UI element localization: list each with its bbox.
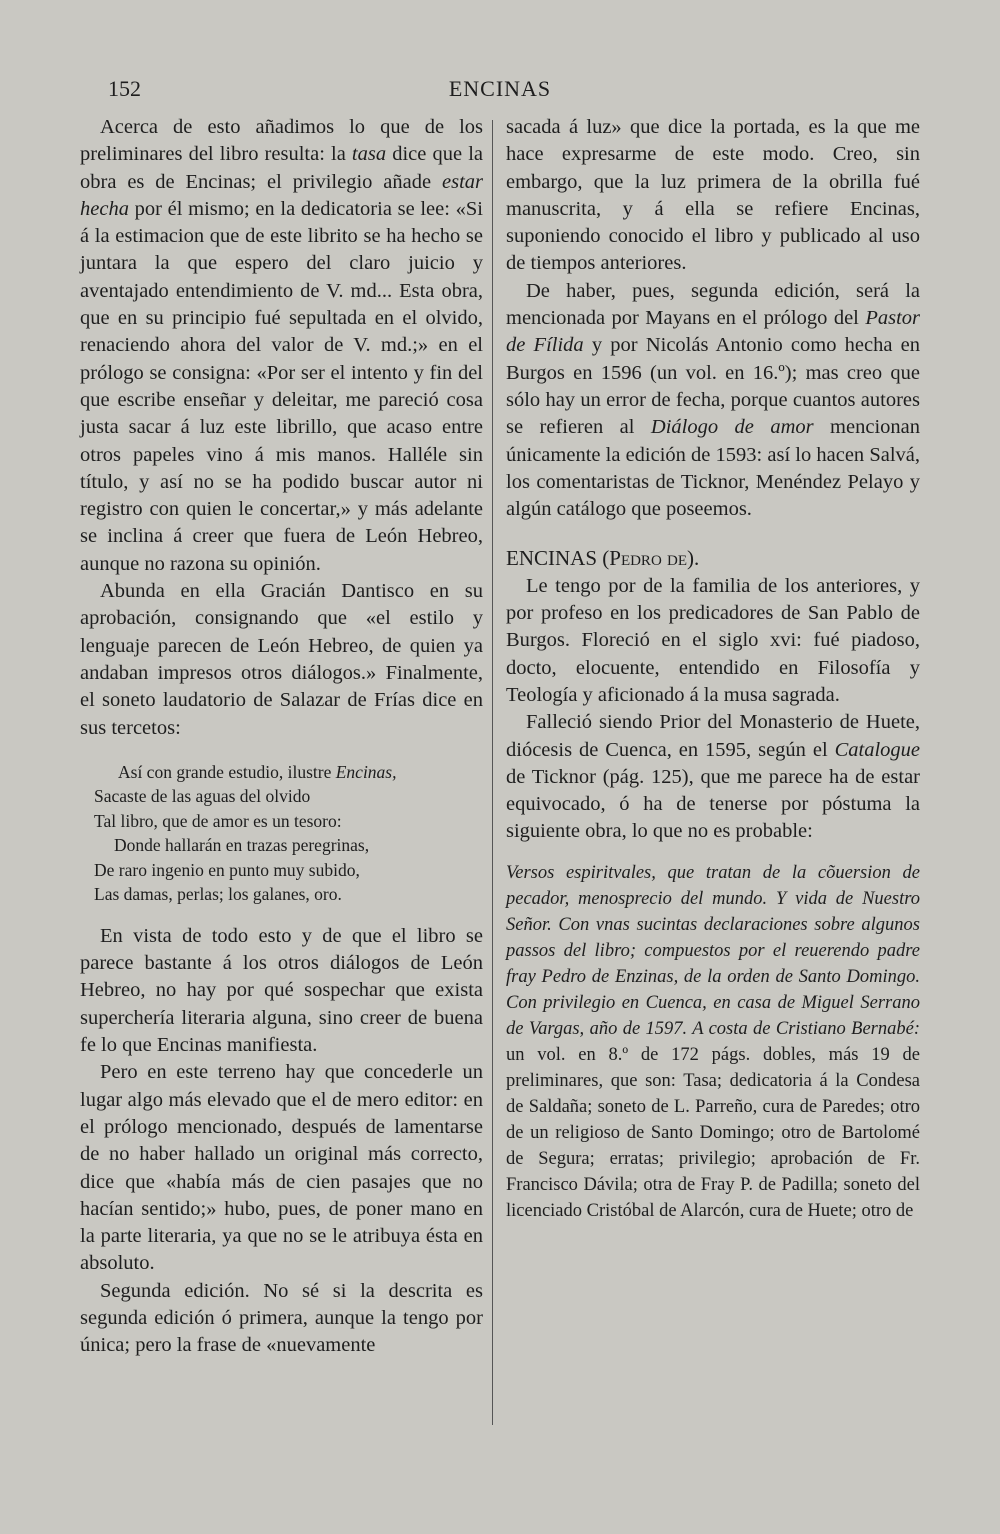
paragraph: De haber, pues, segunda edición, será la mencionada por Mayans en el prólogo del Pastor de Fílida y por Nicolás Antonio como hecha en Burgos en 1596 (un vol. en 16.º); mas creo que sólo hay un error de fecha, porque cuantos autores se refieren al Diálogo de amor mencionan únicamente la edición de 1593: así lo hacen Salvá, los comentaristas de Ticknor, Menéndez Pelayo y algún catálogo que poseemos. [506, 279, 920, 521]
verse-line: Donde hallarán en trazas peregrinas, [114, 835, 370, 856]
running-head: ENCINAS [448, 76, 552, 101]
paragraph: Acerca de esto añadimos lo que de los preliminares del libro resulta: la tasa dice que la obra es de Encinas; el privilegio añade estar hecha por él mismo; en la dedicatoria se lee: «Si á la estimacion que de este librito se ha hecho se juntara la que espero del claro juicio y aventajado entendimiento de V. md... Esta obra, que en su principio fué sepultada en el olvido, renaciendo ahora del valor de V. md.;» en el prólogo se consigna: «Por ser el intento y fin del que escribe enseñar y deleitar, me pareció cosa justa sacar á luz este librillo, que acaso entre otros papeles vino á mis manos. Halléle sin título, y así no se ha podido buscar autor ni registro con quien le concertar,» y más adelante se inclina á creer que fuera de León Hebreo, aunque no razona su opinión. [80, 116, 483, 575]
left-column [80, 114, 483, 1360]
verse-line: De raro ingenio en punto muy subido, [94, 859, 360, 880]
paragraph: Abunda en ella Gracián Dantisco en su aprobación, consignando que «el estilo y lenguaje parecen de León Hebreo, de quien ya andaban impresos otros diálogos.» Finalmente, el soneto laudatorio de Salazar de Frías dice en sus tercetos: [80, 580, 483, 739]
paragraph: Segunda edición. No sé si la descrita es segunda edición ó primera, aunque la tengo por única; pero la frase de «nuevamente [80, 1279, 483, 1357]
verse-line: Sacaste de las aguas del olvido [94, 786, 311, 807]
verse-line: Las damas, perlas; los galanes, oro. [94, 884, 342, 905]
paragraph: En vista de todo esto y de que el libro se parece bastante á los otros diálogos de León Hebreo, no hay por qué sospechar que exista superchería literaria alguna, sino creer de buena fe lo que Encinas manifiesta. [80, 924, 483, 1057]
paragraph: Pero en este terreno hay que concederle un lugar algo más elevado que el de mero editor: en el prólogo mencionado, después de lamentarse de no haber hallado un original más correcto, dice que «había más de cien pasajes que no hacían sentido;» hubo, pues, de poner mano en la parte literaria, ya que no se le atribuya ésta en absoluto. [80, 1061, 483, 1275]
paragraph: Le tengo por de la familia de los anteriores, y por profeso en los predicadores de San Pablo de Burgos. Floreció en el siglo xvi: fué piadoso, docto, elocuente, entendido en Filosofía y Teología y aficionado á la musa sagrada. [506, 574, 920, 706]
entry-heading: ENCINAS (Pedro de). [506, 546, 700, 571]
right-column [506, 114, 920, 1224]
paragraph: sacada á luz» que dice la portada, es la que me hace expresarme de este modo. Creo, sin embargo, que la luz primera de la obrilla fué manuscrita, y á ella se refiere Encinas, suponiendo conocido el libro y publicado al uso de tiempos anteriores. [506, 116, 920, 275]
verse-line: Tal libro, que de amor es un tesoro: [94, 810, 342, 831]
paragraph: Falleció siendo Prior del Monasterio de Huete, diócesis de Cuenca, en 1595, según el Catalogue de Ticknor (pág. 125), que me parece ha de estar equivocado, ó ha de tenerse por póstuma la siguiente obra, lo que no es probable: [506, 711, 920, 843]
verse-quote [80, 760, 483, 907]
page-number: 152 [108, 76, 141, 101]
bibliographic-entry: Versos espiritvales, que tratan de la cõuersion de pecador, menosprecio del mundo. Y vida de Nuestro Señor. Con vnas sucintas declaraciones sobre algunos passos del libro; compuestos por el reuerendo padre fray Pedro de Enzinas, de la orden de Santo Domingo. Con privilegio en Cuenca, en casa de Miguel Serrano de Vargas, año de 1597. A costa de Cristiano Bernabé: un vol. en 8.º de 172 págs. dobles, más 19 de preliminares, que son: Tasa; dedicatoria á la Condesa de Saldaña; soneto de L. Parreño, cura de Paredes; otro de un religioso de Santo Domingo; otro de Bartolomé de Segura; erratas; privilegio; aprobación de Fr. Francisco Dávila; otra de Fray P. de Padilla; soneto del licenciado Cristóbal de Alarcón, cura de Huete; otro de [506, 862, 920, 1221]
verse-line: Así con grande estudio, ilustre Encinas, [118, 761, 397, 782]
column-rule [492, 120, 493, 1425]
